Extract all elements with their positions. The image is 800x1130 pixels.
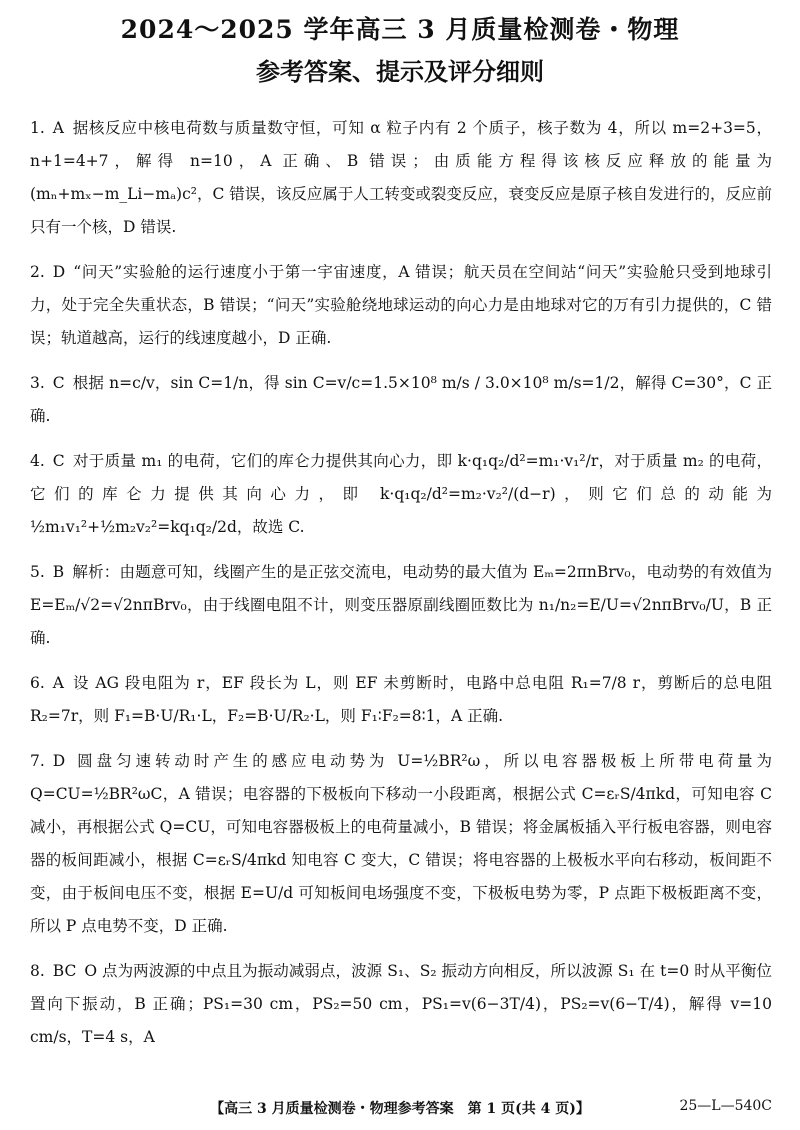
footer-page-info: 【高三 3 月质量检测卷・物理参考答案 第 1 页(共 4 页)】 [210, 1101, 590, 1117]
item-number: 2. [30, 263, 45, 281]
item-answer: BC [52, 962, 77, 980]
item-number: 8. [30, 962, 45, 980]
answer-item-8 [30, 955, 772, 1054]
answer-item-4 [30, 445, 772, 544]
item-number: 5. [30, 563, 45, 581]
answer-item-5 [30, 556, 772, 655]
answer-item-6 [30, 667, 772, 733]
answer-item-2 [30, 256, 772, 355]
item-number: 4. [30, 452, 45, 470]
document-title: 2024～2025 学年高三 3 月质量检测卷・物理 [120, 15, 680, 44]
item-explanation: 根据 n=c/v，sin C=1/n，得 sin C=v/c=1.5×10⁸ m/s / 3.0×10⁸ m/s=1/2，解得 C=30°，C 正确. [30, 374, 772, 425]
item-number: 3. [30, 374, 45, 392]
item-answer: C [52, 452, 65, 470]
item-answer: C [52, 374, 65, 392]
item-explanation: 对于质量 m₁ 的电荷，它们的库仑力提供其向心力，即 k·q₁q₂/d²=m₁·v₁²/r，对于质量 m₂ 的电荷，它们的库仑力提供其向心力，即 k·q₁q₂/d²=m₂·v₂²/(d−r)，则它们总的动能为 ½m₁v₁²+½m₂v₂²=kq₁q₂/2d，故选 C. [30, 452, 772, 536]
item-number: 1. [30, 119, 45, 137]
item-number: 6. [30, 674, 45, 692]
item-explanation: 设 AG 段电阻为 r，EF 段长为 L，则 EF 未剪断时，电路中总电阻 R₁=7/8 r，剪断后的总电阻 R₂=7r，则 F₁=B·U/R₁·L，F₂=B·U/R₂·L，则 F₁∶F₂=8∶1，A 正确. [30, 674, 772, 725]
item-explanation: “问天”实验舱的运行速度小于第一宇宙速度，A 错误；航天员在空间站“问天”实验舱只受到地球引力，处于完全失重状态，B 错误；“问天”实验舱绕地球运动的向心力是由地球对它的万有引力提供的，C 错误；轨道越高，运行的线速度越小，D 正确. [30, 263, 772, 347]
answer-item-1 [30, 112, 772, 244]
answer-item-3 [30, 367, 772, 433]
item-answer: B [52, 563, 65, 581]
answer-list [30, 112, 772, 1066]
item-explanation: 解析：由题意可知，线圈产生的是正弦交流电，电动势的最大值为 Eₘ=2πnBrv₀，电动势的有效值为 E=Eₘ/√2=√2nπBrv₀，由于线圈电阻不计，则变压器原副线圈匝数比为 n₁/n₂=E/U=√2nπBrv₀/U，B 正确. [30, 563, 772, 647]
item-explanation: O 点为两波源的中点且为振动减弱点，波源 S₁、S₂ 振动方向相反，所以波源 S₁ 在 t=0 时从平衡位置向下振动，B 正确；PS₁=30 cm，PS₂=50 cm，PS₁=v(6−3T/4)，PS₂=v(6−T/4)，解得 v=10 cm/s，T=4 s，A [30, 962, 772, 1046]
page-footer [0, 1098, 800, 1122]
item-answer: D [52, 263, 66, 281]
item-explanation: 据核反应中核电荷数与质量数守恒，可知 α 粒子内有 2 个质子，核子数为 4，所以 m=2+3=5，n+1=4+7，解得 n=10，A 正确、B 错误；由质能方程得该核反应释放的能量为(mₙ+mₓ−m_Li−mₐ)c²，C 错误，该反应属于人工转变或裂变反应，衰变反应是原子核自发进行的，反应前只有一个核，D 错误. [30, 119, 772, 236]
item-answer: D [52, 752, 66, 770]
footer-code: 25—L—540C [679, 1098, 772, 1114]
document-subtitle: 参考答案、提示及评分细则 [256, 57, 544, 86]
item-answer: A [52, 119, 64, 137]
item-answer: A [52, 674, 64, 692]
item-explanation: 圆盘匀速转动时产生的感应电动势为 U=½BR²ω，所以电容器极板上所带电荷量为 Q=CU=½BR²ωC，A 错误；电容器的下极板向下移动一小段距离，根据公式 C=εᵣS/4πkd，可知电容 C 减小，再根据公式 Q=CU，可知电容器极板上的电荷量减小，B 错误；将金属板插入平行板电容器，则电容器的板间距减小，根据 C=εᵣS/4πkd 知电容 C 变大，C 错误；将电容器的上极板水平向右移动，板间距不变，由于板间电压不变，根据 E=U/d 可知板间电场强度不变，下极板电势为零，P 点距下极板距离不变，所以 P 点电势不变，D 正确. [30, 752, 772, 935]
answer-item-7 [30, 745, 772, 943]
item-number: 7. [30, 752, 45, 770]
